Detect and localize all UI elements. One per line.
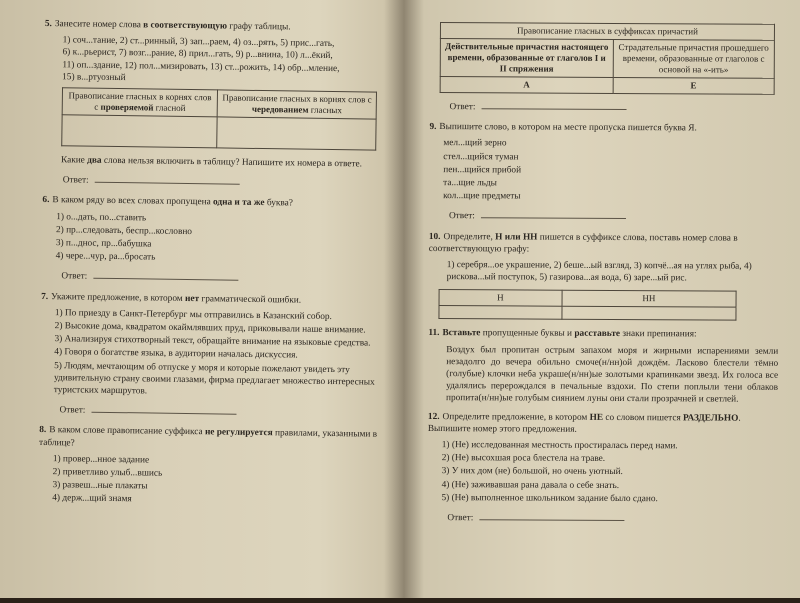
question-12-title: 12. Определите предложение, в котором НЕ со словом пишется РАЗДЕЛЬНО. Выпишите номер этого предложения. [427, 411, 741, 435]
n-nn-table [438, 289, 736, 321]
answer-blank [481, 209, 626, 220]
question-6-title: 6. В каком ряду во всех словах пропущена одна и та же буква? [42, 195, 293, 209]
question-11-text: Воздух был пропитан острым запахом моря и жирными испарениями земли незадолго до вечера обильно смоче(н/нн)ой дождём. Ласково блестели тёмно (голубые) клочки неба украше(н/нн)ые золотыми крапинками звезд. Их голоса все удалялись перерождался в печальные вздохи. По степи поплыли тени облаков пропита(н/нн)ые голубым сиянием луны они стали прозрачней и светлей. [446, 344, 779, 406]
n-column-header: Н [439, 290, 562, 307]
question-5-table [61, 87, 377, 150]
option: 1) о...дать, по...ставить [56, 211, 147, 224]
suffix-table-col-passive: Страдательные причастия прошедшего времени, образованные от глаголов с основой на «-ить» [613, 39, 775, 78]
question-8-title: 8. В каком слове правописание суффикса не регулируется правилами, указанными в таблице? [39, 425, 378, 449]
option: 2) Высокие дома, квадратом окаймлявших пруд, приковывали наше внимание. [54, 321, 366, 336]
suffix-table-col-active: Действительные причастия настоящего времени, образованные от глаголов I и II спряжения [440, 39, 613, 78]
question-12-options [441, 439, 777, 506]
option: 3) п...днос, пр...бабушка [55, 238, 152, 250]
answer-line: Ответ: [447, 510, 777, 526]
option: 5) (Не) выполненное школьником задание было сдано. [441, 492, 658, 505]
option: 2) пр...следовать, беспр...кословно [55, 225, 193, 237]
option: 1) (Не) исследованная местность простиралась перед нами. [441, 440, 678, 452]
question-6-options [56, 211, 388, 267]
option: 4) чере...чур, ра...бросать [55, 251, 156, 263]
table-cell [439, 306, 562, 320]
suffix-table-title: Правописание гласных в суффиксах причастий [440, 23, 774, 41]
question-9-title: 9. Выпишите слово, в котором на месте пропуска пишется буква Я. [429, 122, 697, 134]
answer-line: Ответ: [61, 269, 386, 288]
question-7-title: 7. Укажите предложение, в котором нет грамматической ошибки. [41, 291, 302, 306]
question-7-options [54, 307, 386, 401]
option: 1) провер...нное задание [52, 454, 150, 466]
word-item: стел...щийся туман [443, 151, 519, 163]
suffix-table [440, 22, 775, 95]
table-header-alternating: Правописание гласных в корнях слов с чередованием гласных [217, 90, 376, 119]
option: 1) По приезду в Санкт-Петербург мы отправились в Казанский собор. [54, 308, 332, 322]
table-cell [62, 115, 218, 148]
option: 2) (Не) высохшая роса блестела на траве. [441, 453, 606, 465]
word-item: мел...щий зерно [443, 138, 507, 149]
option: 3) развеш...ные плакаты [52, 480, 148, 492]
suffix-letter-a: А [440, 77, 613, 94]
question-9-words [443, 137, 779, 204]
answer-blank [479, 510, 624, 521]
option: 3) У них дом (не) большой, но очень уютный. [441, 466, 623, 478]
answer-line: Ответ: [449, 209, 779, 225]
answer-blank [91, 403, 236, 415]
answer-line: Ответ: [59, 403, 384, 422]
word-item: та...щие льды [443, 178, 497, 189]
word-item: пен...щийся прибой [443, 164, 522, 176]
question-5-words: 1) соч...тание, 2) ст...ринный, 3) зап...раем, 4) оз...рять, 5) прис...гать, 6) к...рьерист, 7) возг...рание, 8) прил...гать, 9) р...внина, 10) л...ёкий, 11) оп...здание, 12) пол...мизировать, 13) ст...рожить, 14) обр...мление, 15) в...ртуозный [62, 35, 340, 83]
question-8-options [52, 453, 384, 509]
question-5 [43, 18, 390, 191]
nn-column-header: НН [562, 291, 736, 308]
table-header-checked: Правописание гласных в корнях слов с проверяемой гласной [62, 88, 218, 117]
suffix-letter-e: Е [613, 77, 774, 94]
option: 5) Людям, мечтающим об отпуске у моря и которые пожелают увидеть эту удивительную страну своими глазами, фирма предлагает множество интересных туристских маршрутов. [53, 360, 375, 397]
question-5-followup: Какие два слова нельзя включить в таблицу? Напишите их номера в ответе. [60, 155, 363, 170]
question-10 [428, 231, 778, 322]
question-5-title: 5. Занесите номер слова в соответствующую графу таблицы. [44, 18, 291, 33]
question-7 [39, 291, 386, 422]
answer-line: Ответ: [63, 172, 388, 191]
option: 3) Анализируя стихотворный текст, обращайте внимание на языковые средства. [54, 334, 371, 349]
answer-line: Ответ: [450, 99, 780, 115]
option: 4) (Не) заживавшая рана давала о себе знать. [441, 479, 620, 491]
question-8 [38, 424, 384, 509]
question-11 [428, 327, 778, 406]
question-10-title: 10. Определите, Н или НН пишется в суффиксе слова, поставь номер слова в соответствующую графу: [428, 231, 738, 255]
option: 4) Говоря о богатстве языка, в аудитории началась дискуссия. [54, 347, 298, 362]
answer-blank [95, 173, 240, 185]
question-11-title: 11. Вставьте пропущенные буквы и расставьте знаки препинания: [428, 328, 697, 340]
question-9 [429, 121, 780, 224]
table-cell [562, 307, 736, 321]
table-cell [217, 117, 376, 150]
option: 4) держ...щий знамя [52, 493, 132, 505]
answer-blank [481, 99, 626, 110]
left-page [37, 18, 390, 603]
answer-blank [93, 269, 238, 281]
question-6 [41, 194, 387, 287]
question-12 [427, 411, 778, 526]
word-item: кол...щие предметы [443, 191, 521, 202]
question-10-words: 1) серебря...ое украшение, 2) беше...ый взгляд, 3) копчё...ая на углях рыба, 4) рискова...ый поступок, 5) газирова...ая вода, 6) заре...ый рис. [446, 260, 752, 284]
option: 2) приветливо улыб...вшись [52, 467, 163, 479]
right-page [427, 22, 780, 600]
